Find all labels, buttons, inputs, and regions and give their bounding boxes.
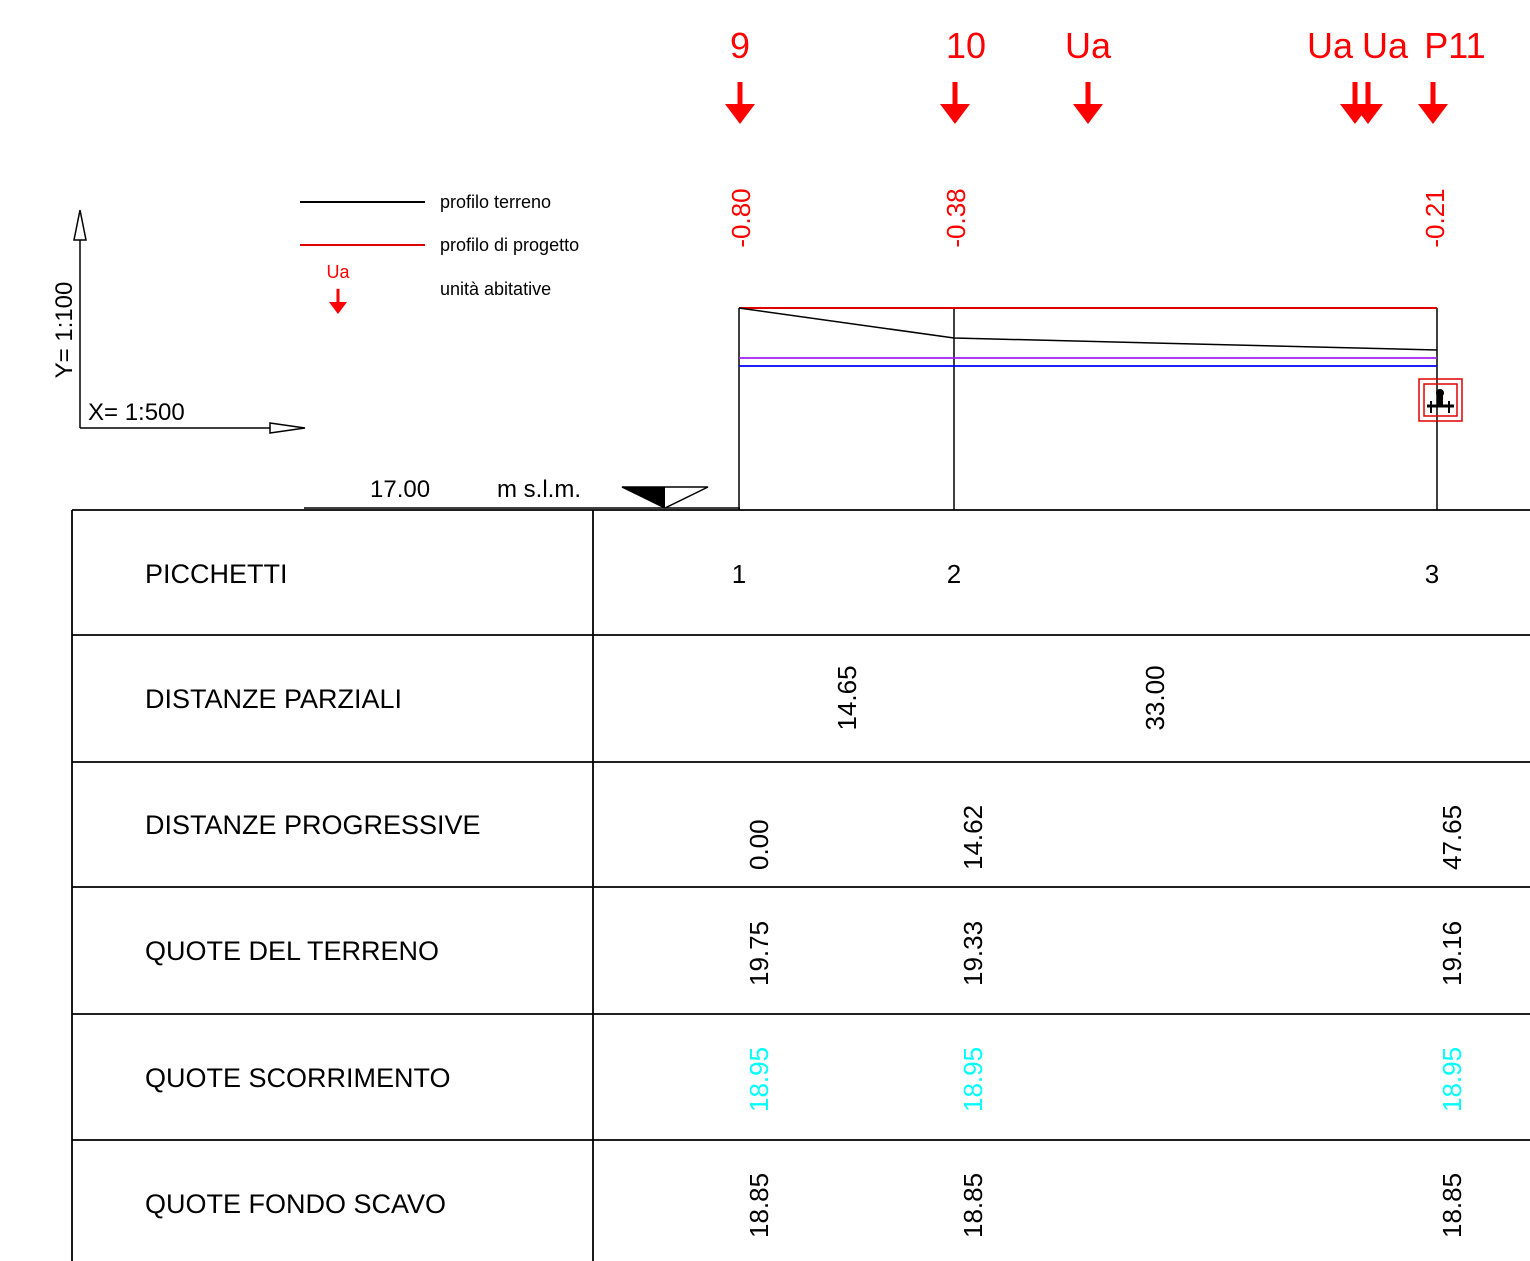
marker-label-ua-3: Ua bbox=[1361, 25, 1409, 66]
distanza-progressiva-3: 47.65 bbox=[1437, 804, 1467, 870]
datum-triangle-icon bbox=[622, 487, 708, 508]
distanza-progressiva-1: 0.00 bbox=[744, 819, 774, 870]
quota-scorrimento-3: 18.95 bbox=[1437, 1046, 1467, 1112]
datum-unit: m s.l.m. bbox=[497, 476, 581, 503]
distanza-progressiva-2: 14.62 bbox=[958, 804, 988, 870]
data-table-grid bbox=[72, 510, 1530, 1261]
picchetto-3: 3 bbox=[1424, 559, 1440, 589]
row-label-picchetti: PICCHETTI bbox=[145, 559, 288, 589]
marker-label-p11: P11 bbox=[1424, 25, 1486, 66]
marker-label-10: 10 bbox=[945, 25, 987, 66]
legend-ua-arrow-icon bbox=[329, 289, 347, 314]
legend-terrain-label: profilo terreno bbox=[440, 192, 552, 212]
legend-ua-symbol-label: Ua bbox=[326, 262, 350, 282]
terrain-profile-line bbox=[739, 308, 1437, 350]
quota-fondo-scavo-3: 18.85 bbox=[1437, 1172, 1467, 1238]
distanza-parziale-2: 33.00 bbox=[1140, 665, 1170, 731]
y-axis-arrow-icon bbox=[74, 210, 86, 240]
offset-10: -0.38 bbox=[941, 188, 971, 248]
row-label-distanze-progressive: DISTANZE PROGRESSIVE bbox=[145, 810, 481, 840]
quota-scorrimento-1: 18.95 bbox=[744, 1046, 774, 1112]
row-label-quote-terreno: QUOTE DEL TERRENO bbox=[145, 936, 440, 966]
x-axis-arrow-icon bbox=[270, 423, 305, 433]
quota-terreno-1: 19.75 bbox=[744, 920, 774, 986]
marker-label-ua-1: Ua bbox=[1064, 25, 1112, 66]
quota-fondo-scavo-1: 18.85 bbox=[744, 1172, 774, 1238]
row-label-distanze-parziali: DISTANZE PARZIALI bbox=[145, 684, 403, 714]
marker-label-ua-2: Ua bbox=[1306, 25, 1354, 66]
quota-terreno-2: 19.33 bbox=[958, 920, 988, 986]
picchetto-1: 1 bbox=[731, 559, 747, 589]
picchetto-2: 2 bbox=[946, 559, 962, 589]
offset-p11: -0.21 bbox=[1420, 188, 1450, 248]
marker-arrow-9 bbox=[725, 82, 755, 124]
x-scale-label: X= 1:500 bbox=[88, 399, 185, 426]
marker-arrow-ua-1 bbox=[1073, 82, 1103, 124]
manhole-icon bbox=[1419, 379, 1462, 421]
quota-terreno-3: 19.16 bbox=[1437, 920, 1467, 986]
offset-9: -0.80 bbox=[726, 188, 756, 248]
y-scale-label: Y= 1:100 bbox=[51, 281, 78, 379]
distanza-parziale-1: 14.65 bbox=[832, 665, 862, 731]
row-label-quote-scorrimento: QUOTE SCORRIMENTO bbox=[145, 1063, 451, 1093]
marker-label-9: 9 bbox=[729, 25, 751, 66]
datum-value: 17.00 bbox=[370, 476, 431, 503]
legend-units-label: unità abitative bbox=[440, 279, 552, 299]
marker-arrow-10 bbox=[940, 82, 970, 124]
quota-fondo-scavo-2: 18.85 bbox=[958, 1172, 988, 1238]
marker-arrow-p11 bbox=[1418, 82, 1448, 124]
legend-design-label: profilo di progetto bbox=[440, 235, 580, 255]
quota-scorrimento-2: 18.95 bbox=[958, 1046, 988, 1112]
row-label-quote-fondo-scavo: QUOTE FONDO SCAVO bbox=[145, 1189, 447, 1219]
